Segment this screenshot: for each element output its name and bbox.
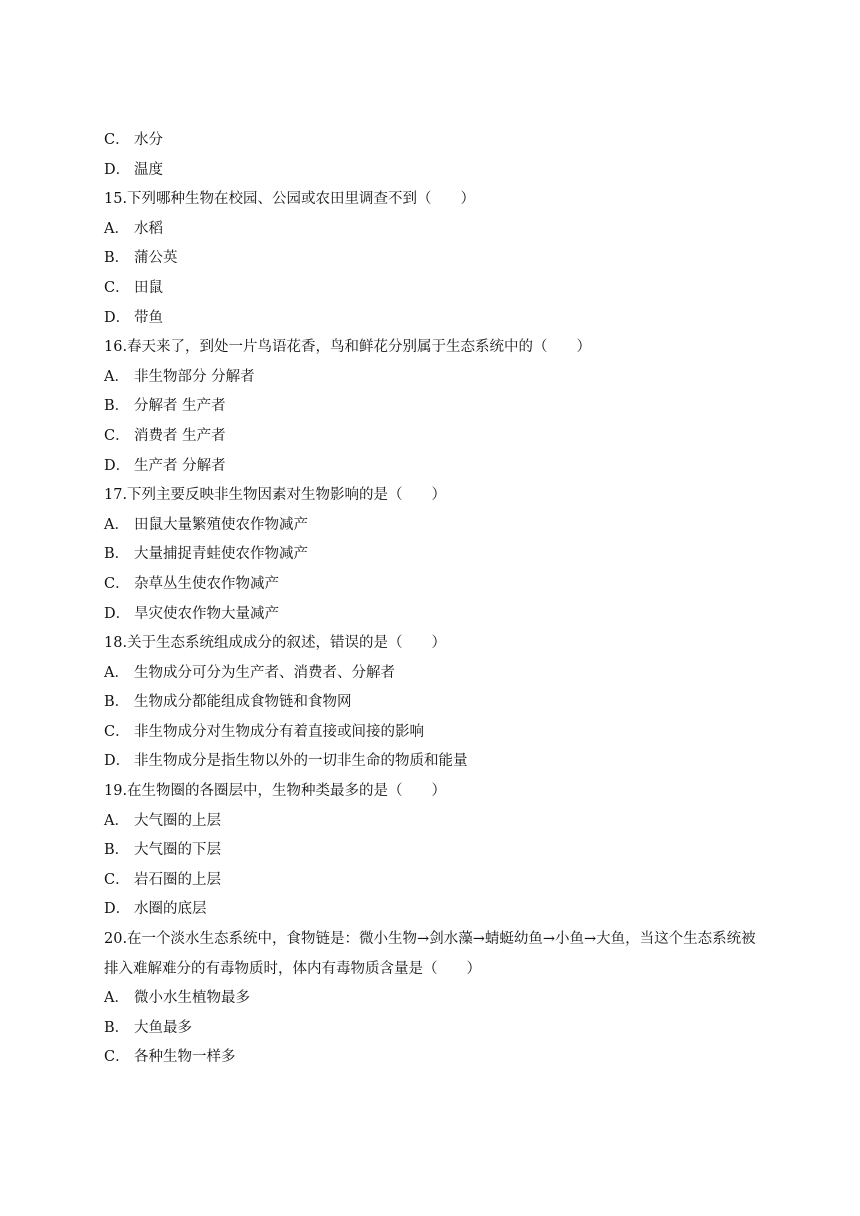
option-text: 蒲公英 bbox=[134, 250, 178, 267]
option-text: 大气圈的上层 bbox=[134, 812, 221, 829]
option-letter: C． bbox=[104, 427, 130, 444]
answer-option bbox=[104, 600, 764, 630]
option-text: 杂草丛生使农作物减产 bbox=[134, 575, 279, 592]
option-letter: A． bbox=[104, 516, 129, 533]
option-letter: C． bbox=[104, 132, 130, 148]
answer-option bbox=[104, 540, 764, 570]
answer-option bbox=[104, 422, 764, 452]
option-letter: D． bbox=[104, 901, 131, 918]
answer-option bbox=[104, 304, 764, 334]
answer-option bbox=[104, 659, 764, 689]
option-letter: D． bbox=[104, 161, 131, 178]
answer-option bbox=[104, 747, 764, 777]
option-letter: B． bbox=[104, 1019, 130, 1036]
option-letter: D． bbox=[104, 605, 131, 622]
option-letter: C． bbox=[104, 1049, 130, 1066]
option-text: 水分 bbox=[134, 132, 163, 148]
option-text: 生物成分都能组成食物链和食物网 bbox=[134, 694, 352, 711]
option-text: 生产者 分解者 bbox=[134, 457, 226, 474]
answer-option bbox=[104, 215, 764, 245]
option-letter: A． bbox=[104, 220, 129, 237]
answer-option bbox=[104, 688, 764, 718]
answer-option bbox=[104, 511, 764, 541]
answer-option bbox=[104, 718, 764, 748]
option-text: 带鱼 bbox=[134, 309, 163, 326]
option-text: 水稻 bbox=[134, 220, 163, 237]
option-letter: B． bbox=[104, 398, 130, 415]
answer-option bbox=[104, 392, 764, 422]
option-text: 各种生物一样多 bbox=[134, 1049, 236, 1066]
answer-option bbox=[104, 274, 764, 304]
option-letter: C． bbox=[104, 871, 130, 888]
question-text: 16.春天来了，到处一片鸟语花香，鸟和鲜花分别属于生态系统中的（ ） bbox=[104, 339, 592, 356]
answer-option bbox=[104, 156, 764, 186]
question-text: 15.下列哪种生物在校园、公园或农田里调查不到（ ） bbox=[104, 191, 476, 208]
question-list bbox=[104, 126, 764, 1073]
answer-option bbox=[104, 895, 764, 925]
option-text: 田鼠大量繁殖使农作物减产 bbox=[134, 516, 308, 533]
option-letter: A． bbox=[104, 812, 129, 829]
answer-option bbox=[104, 1014, 764, 1044]
option-letter: B． bbox=[104, 546, 130, 563]
option-text: 大气圈的下层 bbox=[134, 842, 221, 859]
option-text: 岩石圈的上层 bbox=[134, 871, 221, 888]
option-letter: A． bbox=[104, 368, 129, 385]
option-text: 非生物部分 分解者 bbox=[134, 368, 255, 385]
option-text: 旱灾使农作物大量减产 bbox=[134, 605, 279, 622]
option-letter: C． bbox=[104, 723, 130, 740]
option-letter: A． bbox=[104, 990, 129, 1007]
option-letter: D． bbox=[104, 457, 131, 474]
answer-option bbox=[104, 570, 764, 600]
option-text: 微小水生植物最多 bbox=[134, 990, 250, 1007]
question-text: 19.在生物圈的各圈层中，生物种类最多的是（ ） bbox=[104, 783, 447, 800]
answer-option bbox=[104, 836, 764, 866]
answer-option bbox=[104, 866, 764, 896]
option-text: 大鱼最多 bbox=[134, 1019, 192, 1036]
answer-option bbox=[104, 807, 764, 837]
option-text: 非生物成分对生物成分有着直接或间接的影响 bbox=[134, 723, 424, 740]
answer-option bbox=[104, 244, 764, 274]
option-text: 分解者 生产者 bbox=[134, 398, 226, 415]
option-text: 大量捕捉青蛙使农作物减产 bbox=[134, 546, 308, 563]
option-letter: B． bbox=[104, 250, 130, 267]
answer-option bbox=[104, 363, 764, 393]
question-text: 17.下列主要反映非生物因素对生物影响的是（ ） bbox=[104, 487, 447, 504]
option-letter: B． bbox=[104, 842, 130, 859]
option-letter: D． bbox=[104, 309, 131, 326]
option-letter: C． bbox=[104, 575, 130, 592]
question-text: 18.关于生态系统组成成分的叙述，错误的是（ ） bbox=[104, 635, 447, 652]
answer-option bbox=[104, 984, 764, 1014]
option-text: 温度 bbox=[134, 161, 163, 178]
option-text: 非生物成分是指生物以外的一切非生命的物质和能量 bbox=[134, 753, 468, 770]
option-text: 水圈的底层 bbox=[134, 901, 207, 918]
option-letter: B． bbox=[104, 694, 130, 711]
option-text: 消费者 生产者 bbox=[134, 427, 226, 444]
answer-option bbox=[104, 126, 764, 156]
option-letter: A． bbox=[104, 664, 129, 681]
option-letter: D． bbox=[104, 753, 131, 770]
answer-option bbox=[104, 1043, 764, 1073]
option-text: 田鼠 bbox=[134, 279, 163, 296]
answer-option bbox=[104, 452, 764, 482]
option-letter: C． bbox=[104, 279, 130, 296]
question-text: 20.在一个淡水生态系统中，食物链是：微小生物→剑水藻→蜻蜓幼鱼→小鱼→大鱼，当这个生态系统被排入难解难分的有毒物质时，体内有毒物质含量是（ ） bbox=[104, 931, 756, 977]
option-text: 生物成分可分为生产者、消费者、分解者 bbox=[134, 664, 395, 681]
